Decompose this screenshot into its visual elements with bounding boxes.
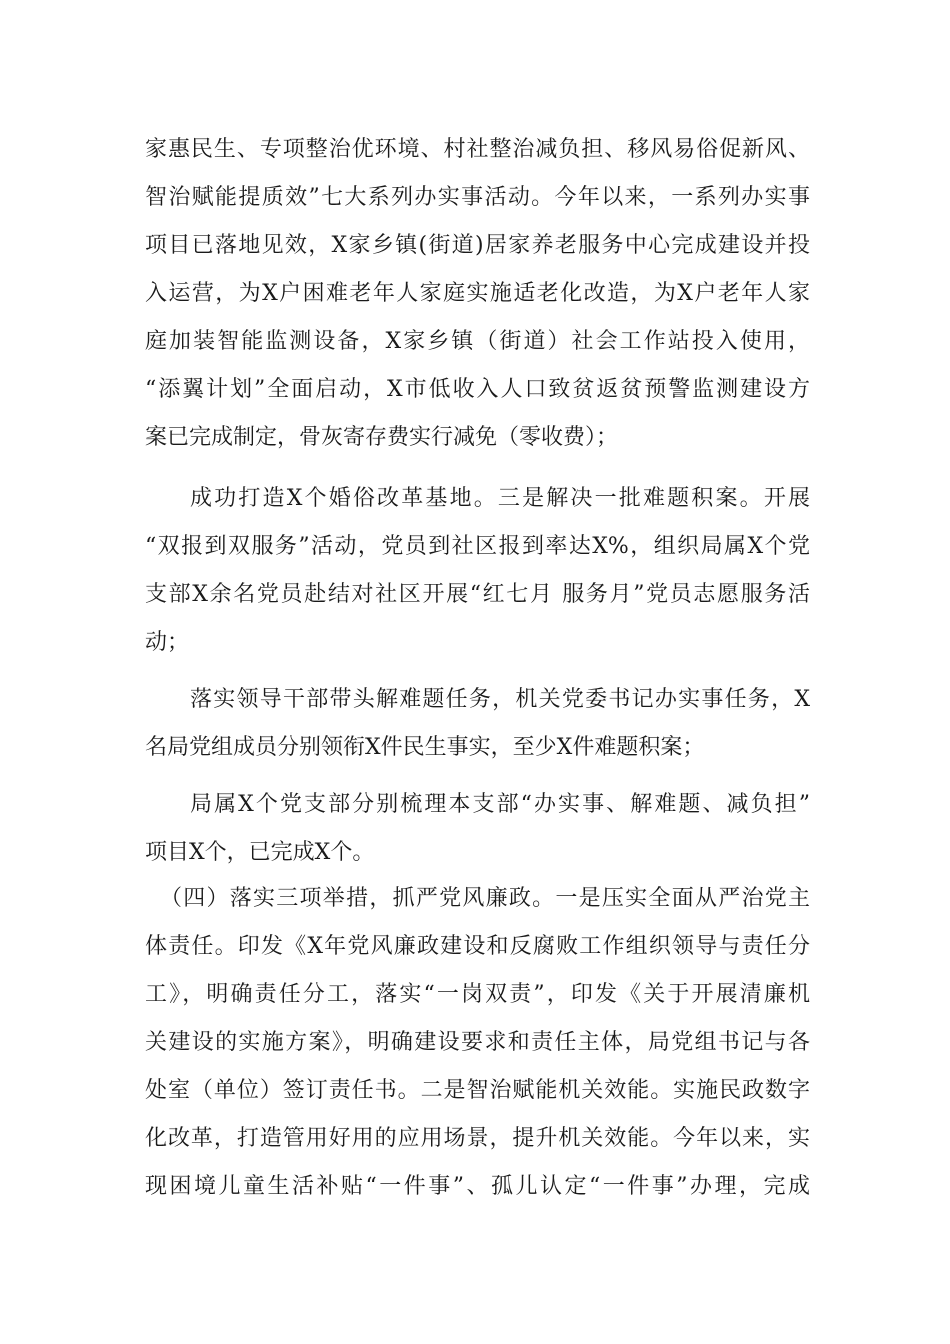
text-line: 家惠民生、专项整治优环境、村社整治减负担、移风易俗促新风、 [145, 137, 810, 162]
text-line: 落实领导干部带头解难题任务，机关党委书记办实事任务，X [190, 687, 810, 712]
text-line: 入运营，为X户困难老年人家庭实施适老化改造，为X户老年人家 [145, 281, 810, 306]
text-line: 智治赋能提质效”七大系列办实事活动。今年以来，一系列办实事 [145, 185, 810, 210]
text-line: 体责任。印发《X年党风廉政建设和反腐败工作组织领导与责任分 [145, 934, 810, 959]
section-heading-line: （四）落实三项举措，抓严党风廉政。一是压实全面从严治党主 [160, 886, 810, 911]
text-line: 庭加装智能监测设备，X家乡镇（街道）社会工作站投入使用， [145, 329, 810, 354]
text-line: 关建设的实施方案》，明确建设要求和责任主体，局党组书记与各 [145, 1030, 810, 1055]
text-line: 项目已落地见效，X家乡镇(街道)居家养老服务中心完成建设并投 [145, 233, 810, 258]
text-line: 工》，明确责任分工，落实“一岗双责”，印发《关于开展清廉机 [145, 982, 810, 1007]
text-line: 现困境儿童生活补贴“一件事”、孤儿认定“一件事”办理，完成 [145, 1174, 810, 1199]
text-line: 处室（单位）签订责任书。二是智治赋能机关效能。实施民政数字 [145, 1078, 810, 1103]
text-line: “添翼计划”全面启动，X市低收入人口致贫返贫预警监测建设方 [145, 377, 810, 402]
text-line: 支部X余名党员赴结对社区开展“红七月 服务月”党员志愿服务活 [145, 582, 810, 607]
text-line: 局属X个党支部分别梳理本支部“办实事、解难题、减负担” [190, 792, 810, 817]
text-line: “双报到双服务”活动，党员到社区报到率达X%，组织局属X个党 [145, 534, 810, 559]
text-line: 化改革，打造管用好用的应用场景，提升机关效能。今年以来，实 [145, 1126, 810, 1151]
text-line: 项目X个，已完成X个。 [145, 840, 375, 865]
text-line: 成功打造X个婚俗改革基地。三是解决一批难题积案。开展 [190, 486, 810, 511]
text-line: 名局党组成员分别领衔X件民生事实，至少X件难题积案； [145, 735, 705, 760]
text-line: 案已完成制定，骨灰寄存费实行减免（零收费）； [145, 425, 619, 450]
text-line: 动； [145, 630, 190, 655]
